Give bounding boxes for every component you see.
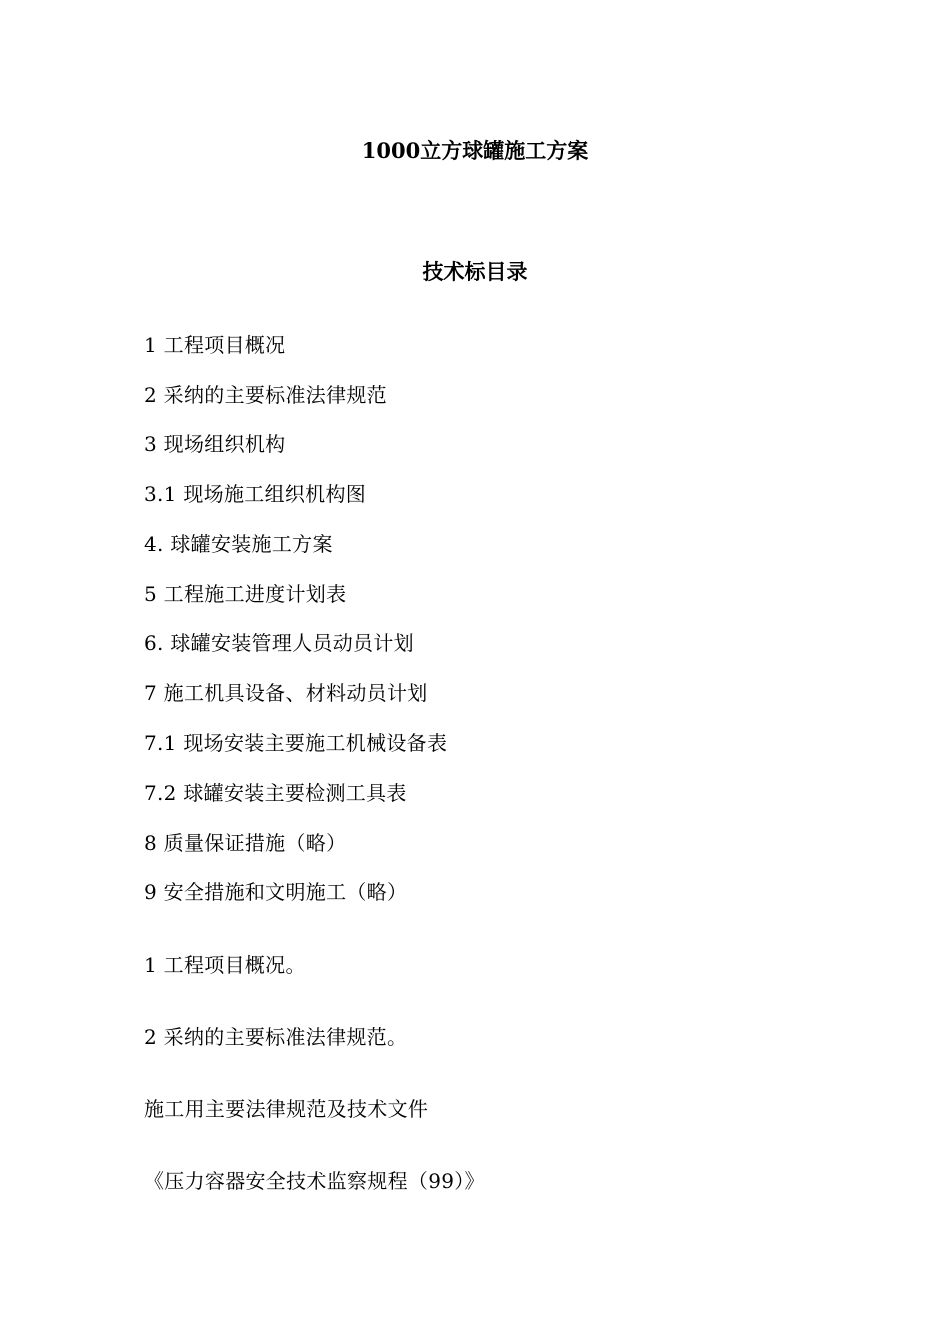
toc-heading: 技术标目录: [422, 259, 528, 284]
toc-item: 4. 球罐安装施工方案: [144, 532, 333, 556]
toc-item: 3.1 现场施工组织机构图: [144, 482, 367, 506]
body-paragraph: 《压力容器安全技术监察规程（99）》: [144, 1169, 485, 1193]
body-paragraph: 施工用主要法律规范及技术文件: [144, 1097, 429, 1121]
toc-item: 7 施工机具设备、材料动员计划: [144, 681, 428, 705]
toc-item: 5 工程施工进度计划表: [144, 582, 347, 606]
toc-item: 8 质量保证措施（略）: [144, 831, 347, 855]
toc-item: 3 现场组织机构: [144, 432, 286, 456]
toc-item: 2 采纳的主要标准法律规范: [144, 383, 387, 407]
document-title: 1000立方球罐施工方案: [361, 138, 589, 163]
toc-item: 7.1 现场安装主要施工机械设备表: [144, 731, 448, 755]
toc-item: 1 工程项目概况: [144, 333, 286, 357]
section-heading: 1 工程项目概况。: [144, 953, 306, 977]
section-heading: 2 采纳的主要标准法律规范。: [144, 1025, 408, 1049]
toc-item: 7.2 球罐安装主要检测工具表: [144, 781, 407, 805]
toc-item: 9 安全措施和文明施工（略）: [144, 880, 408, 904]
toc-item: 6. 球罐安装管理人员动员计划: [144, 631, 414, 655]
